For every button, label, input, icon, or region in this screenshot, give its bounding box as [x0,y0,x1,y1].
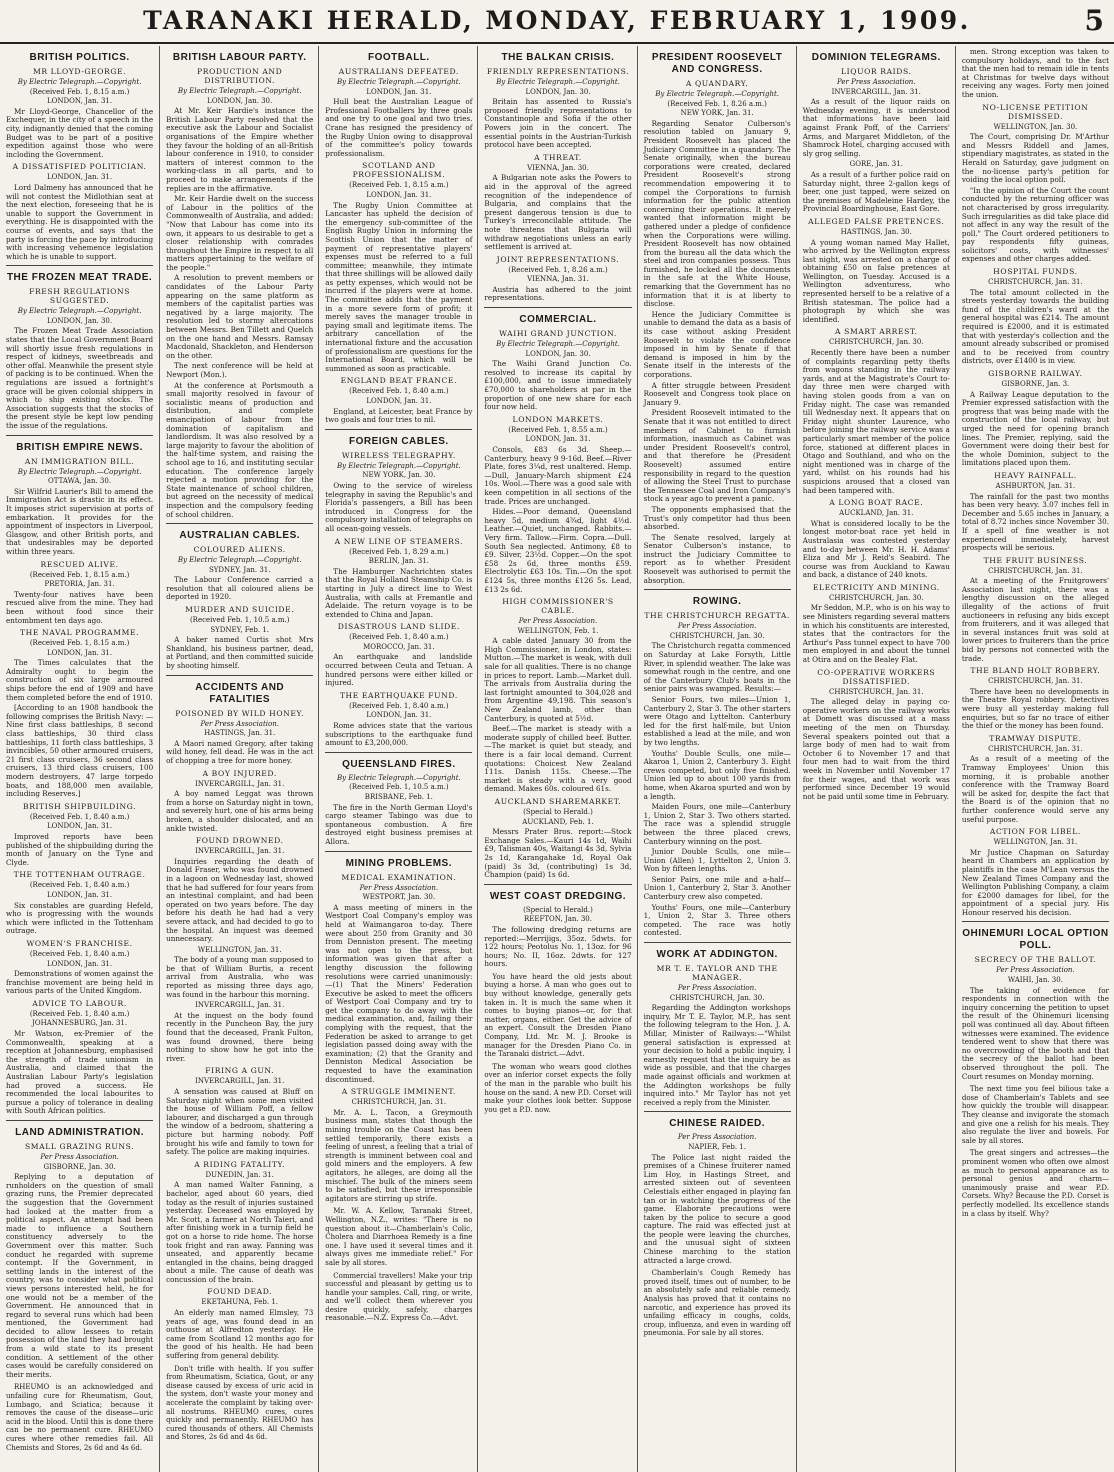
paragraph: A Bulgarian note asks the Powers to aid in the approval of the agreed recognition of the independence of Bulgaria, and complains that the present dangerous tension is due to Turkey's irreconcilable attitude. The note threatens that Bulgaria will withdraw negotiations unless an early settlement is arrived at. [484,173,632,252]
dateline: INVERCARGILL, Jan. 31. [831,87,921,96]
dateline: LONDON, Jan. 31. [47,890,113,899]
byline: By Electric Telegraph.—Copyright. [17,467,142,476]
subheading: WAIHI GRAND JUNCTION. [499,329,617,339]
subheading: FOUND DROWNED. [195,836,284,846]
paragraph: The taking of evidence for respondents in connection with the inquiry concerning the petition to upset the result of the Ohinemuri licensing poll was continued all day. About fifteen witnesses were examined. The evidence tendered went to show that there was no overcrowding of the booth and that the secrecy of the ballot had been observed throughout the poll. The Court resumes on Monday morning. [961,985,1109,1081]
column-rule [484,307,631,308]
paragraph: Demonstrations of women against the franchise movement are being held in various parts of the United Kingdom. [6,969,154,996]
byline: By Electric Telegraph.—Copyright. [655,90,780,98]
dateline: CHRISTCHURCH, Jan. 30. [669,993,765,1002]
paragraph: Mr. A. L. Tacon, a Greymouth business man, states that though the mining trouble on the Coast has been settled temporarily, there exists a feeling of unrest, a feeling that a trial of strength is imminent between coal and gold miners and the employers. A few agitators, he alleges, are doing all the mischief. The bulk of the miners seem to be satisfied, but these irresponsible agitators are stirring up strife. [325,1107,473,1203]
subheading: FIRING A GUN. [205,1066,275,1076]
column-5 [637,46,797,1472]
section-heading: BRITISH EMPIRE NEWS. [16,441,143,453]
subheading: A THREAT. [534,152,582,162]
paragraph: Beef.—The market is steady with a moderate supply of chilled beef. Butter.—The market is quiet but steady, and there is a fair local demand. Current quotations: Choicest New Zealand 111s. Danish 115s. Cheese.—The market is steady with a very good demand. Makes 60s. coloured 61s. [484,724,632,794]
subheading: ACTION FOR LIBEL. [989,827,1081,837]
dateline: HASTINGS, Jan. 31. [204,729,276,738]
paragraph: Improved reports have been published of the shipbuilding during the month of January on the Tyne and Clyde. [6,831,154,867]
paragraph: An elderly man named Elmsley, 73 years of age, was found dead in an outhouse at Alfredton yesterday. He came from Scotland 12 months ago for the good of his health. He had been suffering from general debility. [166,1308,314,1361]
paragraph: At the conference at Portsmouth a small majority resolved in favour of socialistic means of production and distribution, and complete emancipation of labour from the domination of capitalism and landlordism. It was also resolved by a large majority to favour the abolition of the half-time system, and raising the school age to 16, and instituting secular education. The conference largely rejected a motion providing for the State maintenance of school children, but agreed on the necessity of medical inspection and the compulsory feeding of school children. [166,380,314,519]
section-heading: CHINESE RAIDED. [669,1118,766,1130]
paragraph: As a result of the liquor raids on Wednesday evening, it is understood that informations have been laid against Frank Poff, of the Carriers' Arms, and Margaret Middleton, of the Shamrock Hotel, charging accused with sly grog selling. [802,97,950,158]
paragraph: Junior Double Sculls, one mile—Union (Allen) 1, Lyttelton 2, Union 3. Won by fifteen lengths. [643,847,791,874]
subheading: AUSTRALIANS DEFEATED. [338,67,459,76]
section-heading: PRESIDENT ROOSEVELT AND CONGRESS. [651,52,783,75]
column-content [956,48,1114,1218]
dateline: ASHBURTON, Jan. 31. [995,481,1076,490]
paragraph: Messrs Prater Bros. report:—Stock Exchange Sales.—Kauri 14s 1d, Waihi £9, Talisman 40s, Waitangi 4s 3d, Sylvia 2s 1d, Karangahake 1d, Royal Oak (paid) 3s 3d, (contributing) 1s 3d, Champion (paid) 1s 6d. [484,827,632,880]
dateline: (Received Feb. 1, 8.40 a.m.) [29,1009,130,1018]
dateline: CHRISTCHURCH, Jan. 31. [988,278,1083,287]
dateline: CHRISTCHURCH, Jan. 31. [988,566,1083,575]
paragraph: England, at Leicester, beat France by two goals and four tries to nil. [325,406,473,425]
dateline: (Received Feb. 1, 8.40 a.m.) [349,633,449,642]
subheading: THE TOTTENHAM OUTRAGE. [13,870,146,880]
subheading: A STRUGGLE IMMINENT. [341,1087,456,1097]
subheading: A SMART ARREST. [835,327,918,337]
paragraph: The Times calculates that the Admiralty ought to begin the construction of six large armoured ships before the end of 1909 and have them completed before the end of 1910. [6,658,154,702]
paragraph: Mr Justice Chapman on Saturday heard in Chambers an application by plaintiffs in the case M'Lean versus the New Zealand Times Company and the Wellington Publishing Company, a claim for £2000 damages for libel, for the appointment of a special jury. His Honour reserved his decision. [961,847,1109,917]
paragraph: A man named Walter Fanning, a bachelor, aged about 60 years, died today as the result of injuries sustained yesterday. Deceased was employed by Mr. Scott, a farmer at North Taieri, and after finishing work in a turnip field he got on a horse to ride home. The horse took fright and ran away. Fanning was unseated, and apparently became entangled in the chains, being dragged about a mile. The cause of death was concussion of the brain. [166,1180,314,1284]
subheading: ADVICE TO LABOUR. [32,998,127,1008]
subheading: A RIDING FATALITY. [194,1159,286,1169]
dateline: (Received Feb. 1, 8.15 a.m.) [29,570,130,579]
dateline: INVERCARGILL, Jan. 31. [195,847,285,856]
advertisement: RHEUMO is an acknowledged and unfailing cure for Rheumatism, Gout, Lumbago, and Sciatica; because it removes the cause of the disease—uric acid in the blood. Until this is done there can be no permanent cure. RHEUMO cures where other remedies fail. All Chemists and Stores, 2s 6d and 4s 6d. [6,1383,154,1452]
dateline: (Received Feb. 1, 8.40 a.m.) [349,387,449,396]
dateline: BERLIN, Jan. 31. [368,557,429,566]
column-2 [159,46,319,1472]
dateline: AUCKLAND, Feb. 1. [522,817,594,826]
paragraph: The total amount collected in the streets yesterday towards the building fund of the children's ward at the general hospital was £214. The amount required is £2000, and it is estimated that with yesterday's collection and the amount already subscribed or promised and to be received from country districts, over £1400 is in view. [961,287,1109,366]
dateline: WESTPORT, Jan. 30. [362,893,436,902]
paragraph: Hides.—Poor demand, Queensland heavy 5d, medium 4¾d, light 4½d. Leather.—Quiet, unchanged. Rabbits.—Very firm. Tallow.—Firm. Copra.—Dull. South Sea neglected. Antimony, £8 to £9. Silver, 23½d. Copper.—On the spot £58 2s 6d, three months £59. Electrolytic £63 10s. Tin.—On the spot £124 5s, three months £126 5s. Lead, £13 2s 6d. [484,507,632,594]
paragraph: The Waihi Grand Junction Co. resolved to increase its capital by £100,000, and to issue immediately £70,000 to shareholders at par in the proportion of one new share for each four now held. [484,359,632,412]
dateline: (Received Feb. 1, 8.55 a.m.) [508,425,608,434]
paragraph: The following dredging returns are reported:—Merrijigs, 35oz. 5dwts. for 122 hours; Peotolus No. 1, 13oz. for 96 hours; No. II, 16oz. 2dwts. for 127 hours. [484,924,632,969]
dateline: GISBORNE, Jan. 30. [43,1162,116,1171]
byline: Per Press Association. [677,622,757,631]
subheading: THE FRUIT BUSINESS. [983,555,1088,565]
dateline: (Received Feb. 1, 8.26 a.m.) [667,99,767,108]
page-number: 5 [1084,4,1104,37]
advertisement: You have heard the old jests about buying a horse. A man who goes out to buy without knowledge, generally gets taken in. It is much the same when it comes to buying pianos—or, for that matter, organs, either. Get the advice of an expert. Consult the Dresden Piano Company, Ltd. Mr. M. J. Brooke is manager for the Dresden Piano Co. in the Taranaki district.—Advt. [484,972,632,1059]
column-rule [325,752,472,753]
dateline: SYDNEY, Jan. 31. [208,565,271,574]
dateline: CHRISTCHURCH, Jan. 30. [828,593,924,602]
section-heading: ACCIDENTS AND FATALITIES [195,681,285,705]
dateline: INVERCARGILL, Jan. 31. [195,1001,285,1010]
dateline: VIENNA, Jan. 30. [527,163,589,172]
paragraph: A Maori named Gregory, after taking wild honey, fell dead. He was in the act of chopping a tree for more honey. [166,738,314,765]
column-content [0,52,159,1452]
dateline: MOROCCO, Jan. 31. [363,642,435,651]
dateline: (Received Feb. 1, 8.40 a.m.) [349,701,449,710]
advertisement: The next time you feel bilious take a dose of Chamberlain's Tablets and see how quickly the trouble will disappear. They cleanse and invigorate the stomach and give one a relish for his meals. They also regulate the liver and bowels. For sale by all stores. [961,1085,1109,1145]
dateline: CHRISTCHURCH, Jan. 31. [351,1098,447,1107]
paragraph: A cable dated January 30 from the High Commissioner, in London, states: Mutton.—The market is weak, with dull sale for all qualities. There is no change in prices to report. Lamb.—Market dull. The arrivals from Australia during the last fortnight amounted to 304,028 and from Argentine 49,198. This season's New Zealand lamb, other than Canterbury, is quoted at 5½d. [484,636,632,723]
paragraph: The alleged delay in paying co-operative workers on the railway works at Domett was discussed at a mass meeting of the men on Thursday. Several speakers pointed out that a large body of men had to wait from October 6 to November 17 and that four men had to wait from the third week in November until November 17 for their wages, and that work was performed since December 19 would not be paid until some time in February. [802,697,950,801]
paragraph: At a meeting of the Fruitgrowers' Association last night, there was a lengthy discussion on the alleged illegality of the actions of fruit auctioneers in refusing any bids except from fruiterers, and it was alleged that in several instances fruit was sold at lower prices to fruiterers than the price bid by persons not connected with the trade. [961,576,1109,663]
paragraph: A mass meeting of miners in the Westport Coal Company's employ was held at Waimangaroa to-day. There were about 250 from Granity and 30 from Denniston present. The meeting was not open to the press, but information was given that after a lengthy discussion the following resolutions were carried unanimously:—(1) That the Miners' Federation Executive be asked to meet the officers of Westport Coal Company and try to get the company to do away with the medical examination, and, failing their complying with the request, that the Federation be asked to arrange to get legislation passed doing away with the examination; (2) that the Granity and Denniston Medical Association be requested to have the examination discontinued. [325,902,473,1084]
subheading: HOSPITAL FUNDS. [993,267,1078,277]
byline: Per Press Association. [996,966,1075,975]
paragraph: Hence the Judiciary Committee is unable to demand the data as a basis of its case without asking President Roosevelt to violate the confidence imposed in him by Senate if that demand is imposed in him by the Senate itself in the interests of the corporations. [643,309,791,379]
subheading: MURDER AND SUICIDE. [185,605,295,615]
paragraph: The fire in the North German Lloyd's cargo steamer Tabingo was due to spontaneous combustion. A fire destroyed eight business premises at Allora. [325,802,473,846]
subheading: COLOURED ALIENS. [193,545,286,555]
subheading: SCOTLAND AND PROFESSIONALISM. [352,161,446,180]
subheading: LIQUOR RAIDS. [841,67,912,76]
dateline: LONDON, Jan. 30. [47,316,113,325]
section-heading: MINING PROBLEMS. [345,857,453,869]
paragraph: Regarding Senator Culberson's resolution tabled on January 9, President Roosevelt has placed the Judiciary Committee in a quandary. The Senate originally, when the bureau corporations were created, declared President Roosevelt's strong recommendation empowering it to compel the Corporations to furnish information for the public attention concerning their operations. It merely wanted that information might be gathered under a pledge of confidence when the Corporations were willing. President Roosevelt has now obtained from the bureau all the data which the steel and iron companies possess. Thus furnished, he locked all the documents in the safe at the White House, remarking that the Government has no information that it is at liberty to disclose. [643,118,791,309]
column-rule [484,884,631,885]
paragraph: Maiden Fours, one mile—Canterbury 1, Union 2, Star 3. Two others started. The race was a splendid struggle between the three placed crews, Canterbury winning on the post. [643,802,791,846]
dateline: DUNEDIN, Jan. 31. [205,1170,274,1179]
dateline: WELLINGTON, Jan. 30. [993,122,1078,131]
paragraph: Replying to a deputation of runholders on the question of small grazing runs, the Premier deprecated the suggestion that the Government had looked at the matter from a political aspect. An attempt had been made to influence a Southern constituency adversely to the Government over this matter. Such conduct he regarded with supreme contempt. If the Government, in settling lands in the interest of the country, was to consider what political views persons interested held, he for one would not be a member of the Government. He announced that in regard to several runs which had been mentioned, the Government had decided to allow lessees to retain possession of the land they had brought from a wild state to its present condition. A settlement of the other cases would be carefully considered on their merits. [6,1172,154,1379]
subheading: A QUANDARY. [685,79,749,88]
dateline: LONDON, Jan. 31. [366,190,432,199]
masthead [0,0,1114,44]
advertisement: Don't trifle with health. If you suffer from Rheumatism, Sciatica, Gout, or any disease caused by excess of uric acid in the system, don't waste your money and accelerate the complaint by taking over-all nostrums. RHEUMO cures, cures quickly and permanently. RHEUMO has cured thousands of others. All Chemists and Stores, 2s 6d and 4s 6d. [166,1364,314,1442]
dateline: LONDON, Jan. 31. [47,97,113,106]
subheading: TRAMWAY DISPUTE. [989,733,1082,743]
column-6 [796,46,956,1472]
subheading: WIRELESS TELEGRAPHY. [341,450,456,460]
section-heading: BRITISH POLITICS. [29,52,130,63]
paragraph: The Frozen Meat Trade Association states that the Local Government Board will shortly issue fresh regulations in respect of kidneys, sweetbreads and other offal. Meanwhile the present style of packing is to be continued. When the regulations are issued a fortnight's grace will be given colonial shippers in which to ship existing stocks. The Association suggests that the stocks of the present style be kept low pending the issue of the regulations. [6,326,154,430]
subheading: CO-OPERATIVE WORKERS DISSATISFIED. [817,667,936,686]
section-heading: THE FROZEN MEAT TRADE. [6,272,153,284]
column-4 [477,46,637,1472]
subheading: NO-LICENSE PETITION DISMISSED. [982,102,1089,121]
subheading: AN IMMIGRATION BILL. [24,456,135,466]
dateline: REEFTON, Jan. 30. [524,915,592,924]
paragraph: The body of a young man supposed to be that of William Burtis, a recent arrival from Australia, who was reported as missing three days ago, was found in the harbour this morning. [166,955,314,999]
paragraph: A Railway League deputation to the Premier expressed satisfaction with the progress that was being made with the construction of the local railway, but urged the need for opening branch lines. The Premier, replying, said the Government were doing their best for the whole Dominion, subject to the limitations placed upon them. [961,389,1109,468]
paragraph: [According to an 1908 handbook the following comprises the British Navy: —Nine first class battleships, 8 second class battleships, 30 third class battleships, 11 forth class battleships, 3 invincibles, 50 other armoured cruisers, 21 first class cruisers, 36 second class cruisers, 13 third class cruisers, 100 modern destroyers, 47 large torpedo boats, and 188,000 men available, including Reserves.] [6,703,154,799]
paragraph: A boy named Leggat was thrown from a horse on Saturday night in town, and severely hurt, one of his arms being broken, a shoulder dislocated, and an ankle twisted. [166,789,314,833]
byline: Per Press Association. [677,984,757,993]
dateline: (Received Feb. 1, 8.40 a.m.) [29,881,130,890]
paragraph: An earthquake and landslide occurred between Ceuta and Tetuan. A hundred persons were either killed or injured. [325,652,473,688]
column-rule [644,942,791,943]
dateline: WAIHI, Jan. 30. [1007,976,1063,985]
column-rule [6,435,153,436]
paragraph: Mr Seddon, M.P., who is on his way to see Ministers regarding several matters in which his constituents are interested, states that the contractors for the Arthur's Pass tunnel expect to have 700 men employed in and about the tunnel at Otira and on the Bealey Flat. [802,603,950,665]
dateline: LONDON, Jan. 31. [366,711,432,720]
paragraph: Hull beat the Australian League of Professional Footballers by three goals and one try to one goal and two tries. Crane has resigned the presidency of the Rugby Union owing to disapproval of the committee's policy towards professionalism. [325,97,473,158]
subheading: HEAVY RAINFALL. [994,470,1077,480]
dateline: WELLINGTON, Feb. 1. [517,626,599,635]
paragraph: The Senate resolved, largely at Senator Culberson's instance, to instruct the Judiciary Committee to report as to whether President Roosevelt was authorised to permit the absorption. [643,532,791,585]
subheading: A NEW LINE OF STEAMERS. [334,536,464,546]
advertisement: Chamberlain's Cough Remedy has proved itself, times out of number, to be an absolutely safe and reliable remedy. Analysis has proved that it contains no narcotic, and experience has proved its unfailing efficacy in coughs, colds, croup, influenza, and even in warding off pneumonia. For sale by all stores. [643,1269,791,1338]
paragraph: The Hamburger Nachrichten states that the Royal Holland Steamship Co. is starting in July a direct line to West Australia, with calls at Fremantle and Adelaide. The return voyage is to be extended to China and Japan. [325,566,473,619]
dateline: (Received Feb. 1, 8.26 a.m.) [508,265,608,274]
byline: By Electric Telegraph.—Copyright. [336,461,461,470]
dateline: LONDON, Jan. 30. [525,349,591,358]
column-rule [166,675,313,676]
dateline: (Received Feb. 1, 10.5 a.m.) [349,783,449,792]
column-rule [6,1120,153,1121]
paragraph: At Mr. Keir Hardie's instance the British Labour Party resolved that the executive ask the Labour and Socialist organisations of the Empire whether they favour the holding of an all-British labour conference in 1910, to consider matters of interest common to the working-class in all parts, and to proceed to make arrangements if the replies are in the affirmative. [166,106,314,193]
column-content [478,52,637,1114]
dateline: LONDON, Jan. 31. [47,959,113,968]
column-rule [325,851,472,852]
dateline: CHRISTCHURCH, Jan. 31. [988,744,1083,753]
paragraph: "In the opinion of the Court the count conducted by the returning officer was not characterised by gross irregularity. Such irregularities as did take place did not affect in any way the result of the poll." The Court ordered petitioners to pay respondents fifty guineas, solicitors' costs, with witnesses' expenses and other charges added. [961,185,1109,264]
dateline: (Received Feb. 1, 8.15 a.m.) [29,639,130,648]
subheading: ELECTRICITY AND MINING. [812,582,940,592]
subheading: A BOY INJURED. [202,768,277,778]
paragraph: The Labour Conference carried a resolution that all coloured aliens be deported in 1920. [166,575,314,602]
dateline: OTTAWA, Jan. 30. [48,477,112,486]
paragraph: Sir Wilfrid Laurier's Bill to amend the Immigration Act is drastic in its effect. It imposes strict supervision at ports of embarkation. It provides for the appointment of inspectors in Liverpool, Glasgow, and other British ports, and that undesirables may be deported within three years. [6,486,154,556]
byline: Per Press Association. [518,617,598,626]
dateline: LONDON, Jan. 31. [366,87,432,96]
advertisement: The woman who wears good clothes over an inferior corset expects the folly of the man in the parable who built his house on the sand. A new P.D. Corset will make your clothes look better. Suppose you get a P.D. now. [484,1062,632,1114]
column-content [638,52,797,1338]
paragraph: As a result of a further police raid on Saturday night, three 2-gallon kegs of beer, one just tapped, were seized on the premises of Madeleine Hardey, the Provincial Boardinghouse, East Gore. [802,169,950,214]
dateline: GISBORNE, Jan. 3. [1001,380,1070,388]
byline: By Electric Telegraph.—Copyright. [17,307,142,316]
subheading: PRODUCTION AND DISTRIBUTION. [197,67,283,85]
paragraph: The next conference will be held at Newport (Mon.). [166,361,314,379]
paragraph: Rome advices state that the various subscriptions to the earthquake fund amount to £3,200,000. [325,721,473,748]
dateline: (Received Feb. 1, 8.40 a.m.) [29,812,130,821]
column-rule [644,1111,791,1112]
dateline: LONDON, Jan. 31. [366,397,432,405]
dateline: BRISBANE, Feb. 1. [364,793,433,801]
section-heading: QUEENSLAND FIRES. [342,758,456,770]
subheading: JOINT REPRESENTATIONS. [496,254,620,264]
columns-area [0,46,1114,1472]
column-rule [166,523,313,524]
subheading: MEDICAL EXAMINATION. [341,872,457,882]
subheading: POISONED BY WILD HONEY. [175,708,305,718]
paragraph: Lord Dalmeny has announced that he will not contest the Midlothian seat at the next election, foreseeing that he is unable to support the Government in everything. He is disappointed with the course of events, and says that the party is forcing the pace by introducing with increasing vehemence legislation which he is unable to support. [6,182,154,261]
dateline: EKETAHUNA, Feb. 1. [201,1298,279,1307]
column-1 [0,46,159,1472]
subheading: ALLEGED FALSE PRETENCES. [808,216,945,226]
subheading: THE EARTHQUAKE FUND. [339,690,458,700]
column-3 [318,46,478,1472]
section-heading: AUSTRALIAN CABLES. [179,530,301,542]
paragraph: Senior Fours, two miles—Union 1, Canterbury 2, Star 3. The other starters were Otago and Lyttelton. Canterbury led for the first half-mile, but Union established a lead at the mile, and won by two lengths. [643,695,791,747]
subheading: RESCUED ALIVE. [40,559,119,569]
paragraph: Owing to the service of wireless telegraphy in saving the Republic's and Florida's passengers, a Bill has been introduced in Congress for the compulsory installation of telegraphs on all ocean-going vessels. [325,480,473,533]
byline: By Electric Telegraph.—Copyright. [496,340,620,349]
subheading: WOMEN'S FRANCHISE. [26,938,133,948]
dateline: (Received Feb. 1, 8.29 a.m.) [349,547,449,556]
paragraph: Mr Lloyd-George, Chancellor of the Exchequer, in the city of a speech in the city, indignantly denied that the coming Budget was to be part of a positive expedition against those who were incloding the Government. [6,106,154,159]
dateline: LONDON, Jan. 30. [525,87,591,96]
paragraph: President Roosevelt intimated to the Senate that it was not entitled to direct members of Cabinet to furnish information, inasmuch as Cabinet was under President Roosevelt's control, and that therefore he (President Roosevelt) assumed entire responsibility in regard to the question of allowing the Steel Trust to purchase the Tennessee Coal and Iron Company's stock a year ago to prevent a panic. [643,408,791,504]
paragraph: Inquiries regarding the death of Donald Fraser, who was found drowned in a lagoon on Wednesday last, showed that he had suffered for four years from an intestinal complaint, and had been operated on two years before. The day before his death he had had a very severe attack, and had decided to go to the hospital. An inquest was deemed unnecessary. [166,856,314,944]
paragraph: A resolution to prevent members or candidates of the Labour Party appearing on the same platform as members of the capitalist parties was negatived by a large majority. The resolution led to stormy altercations between Messrs. Ben Tillett and Quelch on the one hand and Messrs. Ramsay Macdonald, Shackleton, and Henderson on the other. [166,273,314,360]
dateline: (Special to Herald.) [523,905,593,914]
advertisement: The great singers and actresses—the prominent women who often owe almost as much to personal appearance as to personal genius and charm—unanimously praise and wear P.D. Corsets. Why? Because the P.D. Corset is perfectly modelled. Its excellence stands in a class by itself. Why? [961,1149,1109,1218]
dateline: INVERCARGILL, Jan. 31. [195,779,285,788]
paragraph: Mr Watson, ex-Premier of the Commonwealth, speaking at a reception at Johannesburg, emphasised the strength of trade unionism in Australia, and claimed that the Australian Labour Party's legislation had proved a success. He recommended the local labourites to pursue a policy of tolerance in dealing with South African politics. [6,1029,154,1116]
section-heading: LAND ADMINISTRATION. [15,1127,145,1138]
column-rule [6,265,153,266]
byline: Per Press Association. [359,883,439,892]
paragraph: Six constables are guarding Hefeld, who is progressing with the wounds which were inflicted in the Tottenham outrage. [6,900,154,936]
byline: Per Press Association. [200,719,279,728]
dateline: INVERCARGILL, Jan. 31. [195,1077,285,1086]
paragraph: A baker named Curtis shot Mrs Shankland, his business partner, dead, at Portland, and then committed suicide by shooting himself. [166,635,314,671]
advertisement: Commercial travellers! Make your trip successful and pleasant by getting us to handle your samples. Call, ring, or write, and we'll collect them wherever you desire quickly, safely, charges reasonable.—N.Z. Express Co.—Advt. [325,1271,473,1323]
paragraph: Mr. Keir Hardie dwelt on the success of Labour in the politics of the Commonwealth of Australia, and added: "Now that Labour has come into its own, it appears to us desirable to get a closer relationship with comrades throughout the Empire in respect to all matters appertaining to the welfare of the people." [166,194,314,272]
masthead-title: TARANAKI HERALD, MONDAY, FEBRUARY 1, 1909. [143,6,971,35]
dateline: LONDON, Jan. 30. [207,96,273,105]
paragraph: At the inquest on the body found recently in the Puncheon Bay, the jury found that the deceased, Frank Fulton, was found drowned, there being nothing to show how he got into the river. [166,1010,314,1063]
dateline: AUCKLAND, Jan. 31. [839,509,914,518]
paragraph: Youths' Double Sculls, one mile—Akaroa 1, Union 2, Canterbury 3. Eight crews competed, but only five finished. Union led up to about 100 yards from home, when Akaroa spurted and won by a length. [643,748,791,801]
paragraph: Britain has assented to Russia's proposed friendly representations to Constantinople and Sofia if the other Powers join in the concert. The essential points in the Austrian-Turkish protocol have been accepted. [484,97,632,150]
dateline: LONDON, Jan. 31. [525,435,591,444]
subheading: THE BLAND HOLT ROBBERY. [970,666,1101,676]
section-heading: FOREIGN CABLES. [348,435,449,447]
subheading: FRESH REGULATIONS SUGGESTED. [29,287,131,306]
column-rule [962,921,1109,922]
paragraph: Senior Pairs, one mile and a-half—Union 1, Canterbury 2, Star 3. Another Canterbury crew also competed. [643,874,791,902]
paragraph: There have been no developments in the Theatre Royal robbery. Detectives were busy all yesterday making full enquiries, but so far no trace of either the thief or the money has been found. [961,686,1109,731]
dateline: NEW YORK, Jan. 30. [362,471,436,480]
byline: By Electric Telegraph.—Copyright. [177,87,302,95]
subheading: AUCKLAND SHAREMARKET. [494,796,622,806]
subheading: LONDON MARKETS. [512,414,604,424]
paragraph: Consols, £83 6s 3d. Sheep.—Canterbury, heavy 9 9-16d. Beef.—River Plate, fores 3¼d, rest unaltered. Hemp.—Dull, January-March shipment £24 10s. Wool.—There was a good sale with keen competition in all sections of the trade. Prices are unchanged. [484,445,632,506]
section-heading: WORK AT ADDINGTON. [656,949,778,961]
dateline: WELLINGTON, Jan. 31. [993,838,1078,847]
paragraph: Recently there have been a number of complaints regarding petty thefts from wagons standing in the railway yards, and at the Magistrate's Court to-day three men were charged with having stolen goods from a van on Friday night. The case was remanded till Wednesday next. It appears that on Friday night shunter Laurence, who before joining the railway service was a particularly smart member of the police force, stationed at different places in Otago and Southland, and who on the night mentioned was in charge of the yard, whilst on his rounds had his suspicions aroused that a closed van had been tampered with. [802,348,950,495]
dateline: CHRISTCHURCH, Jan. 31. [988,677,1083,686]
dateline: JOHANNESBURG, Jan. 31. [32,1019,128,1028]
subheading: THE CHRISTCHURCH REGATTA. [644,611,790,621]
subheading: A DISSATISFIED POLITICIAN. [12,162,147,172]
column-content [160,52,319,1442]
dateline: LONDON, Jan. 31. [47,173,113,182]
section-heading: FOOTBALL. [367,52,430,63]
byline: By Electric Telegraph.—Copyright. [177,556,302,565]
dateline: (Received Feb. 1, 8.15 a.m.) [349,181,449,190]
subheading: BRITISH SHIPBUILDING. [23,801,137,811]
paragraph: A sensation was caused at Bluff on Saturday night when some men visited the house of William Poff, a fellow labourer, and discharged a gun through the window of a bedroom, shattering a picture but harming nobody. Poff brought his wife and family to town for safety. The police are making inquiries. [166,1087,314,1157]
paragraph: As a result of a meeting of the Tramway Employees' Union this morning, it is probable another conference with the Tramway Board will be asked for, despite the fact that the Board is of the opinion that no further conference would serve any useful purpose. [961,754,1109,824]
subheading: HIGH COMMISSIONER'S CABLE. [502,597,614,616]
dateline: (Received Feb. 1, 10.5 a.m.) [189,616,290,625]
dateline: WELLINGTON, Jan. 31. [197,945,282,954]
section-heading: OHINEMURI LOCAL OPTION POLL. [962,928,1109,952]
subheading: SMALL GRAZING RUNS. [25,1142,135,1151]
section-heading: BRITISH LABOUR PARTY. [172,52,307,63]
dateline: CHRISTCHURCH, Jan. 31. [828,687,924,696]
subheading: FRIENDLY REPRESENTATIONS. [486,67,630,76]
subheading: A LONG BOAT RACE. [829,498,924,508]
paragraph: The rainfall for the past two months has been very heavy. 3.07 inches fell in December and 5.65 inches in January, a total of 8.72 inches since November 30. If a spell of fine weather is not experienced immediately, harvest prospects will be serious. [961,491,1109,553]
paragraph: Regarding the Addington workshops inquiry, Mr T. E. Taylor, M.P., has sent the following telegram to the Hon. J. A. Millar, Minister of Railways:—"Whilst general satisfaction is expressed at your decision to hold a public inquiry, I earnestly request that the inquiry be as wide as possible, and that the charges made against officials and workmen at the Addington workshops be fully inquired into." Mr Taylor has not yet received a reply from the Minister. [643,1003,791,1107]
dateline: HASTINGS, Jan. 30. [840,227,912,236]
column-7 [955,46,1114,1472]
section-heading: ROWING. [692,596,742,608]
section-heading: DOMINION TELEGRAMS. [811,52,941,63]
paragraph: The opponents emphasised that the Trust's only competitor had thus been absorbed. [643,504,791,532]
paragraph: The Rugby Union Committee at Lancaster has upheld the decision of the emergency sub-committee of the English Rugby Union in informing the Scottish Union that the matter of payment of representative players' expenses must be referred to a full committee; meanwhile, they intimate that three shillings will be allowed daily as petty expenses, which would not be incurred if the players were at home. The committee adds that the payment in a more severe form of profit; it merely saves the manager trouble in paying small and legitimate items. The arbitrary cancellation of the international fixture and the accusation of professionalism are questions for the International Board, which will be summoned as soon as practicable. [325,200,473,373]
column-content [797,52,956,801]
paragraph: The Christchurch regatta commenced on Saturday at Lake Forsyth, Little River, in splendid weather. The lake was somewhat rough in the centre, and one of the Canterbury Club's boats in the senior pairs was swamped. Results:— [643,641,791,694]
column-rule [325,429,472,430]
dateline: (Special to Herald.) [523,807,593,816]
subheading: DISASTROUS LAND SLIDE. [337,622,460,632]
dateline: PRETORIA, Jan. 31. [44,580,115,589]
subheading: ENGLAND BEAT FRANCE. [340,376,458,386]
byline: By Electric Telegraph.—Copyright. [496,78,620,86]
byline: Per Press Association. [40,1153,119,1161]
dateline: SYDNEY, Feb. 1. [210,625,270,634]
dateline: GORE, Jan. 31. [849,160,903,169]
dateline: CHRISTCHURCH, Jan. 30. [669,631,765,640]
byline: By Electric Telegraph.—Copyright. [336,78,461,86]
paragraph: Twenty-four natives have been rescued alive from the mine. They had been without food since their entombment ten days ago. [6,589,154,625]
column-rule [644,589,791,590]
byline: Per Press Association. [837,78,916,86]
paragraph: men. Strong exception was taken to compulsory holidays, and to the fact that the men had to remain idle in tents at Christmas for twelve days without receiving any wages. Forty men joined the union. [961,47,1109,99]
subheading: FOUND DEAD. [207,1287,273,1297]
subheading: MR T. E. TAYLOR AND THE MANAGER. [656,964,778,983]
paragraph: What is considered locally to be the longest motor-boat race yet held in Australasia was contested yesterday and to-day between Mr. H. H. Adams' Eliza and Mr J. Reid's Seabird. The course was from Auckland to Kawau and back, a distance of 240 knots. [802,518,950,580]
paragraph: A fitter struggle between President Roosevelt and Congress took place on January 9. [643,380,791,407]
byline: By Electric Telegraph.—Copyright. [336,773,461,782]
column-content [319,52,478,1323]
dateline: LONDON, Jan. 31. [47,822,113,831]
paragraph: The Police last night raided the premises of a Chinese fruiterer named Lim Hoy, in Hastings Street, and arrested sixteen out of seventeen Celestials either engaged in playing fan tan or in watching the progress of the game. Elaborate precautions were taken by the police to secure a good capture. The raid was effected just at the people were leaving the churches, and the unusual sight of sixteen Chinese marching to the station attracted a large crowd. [643,1152,791,1265]
dateline: NEW YORK, Jan. 31. [680,109,754,118]
subheading: SECRECY OF THE BALLOT. [974,955,1097,965]
byline: Per Press Association. [677,1133,757,1142]
section-heading: COMMERCIAL. [519,314,597,326]
dateline: NAPIER, Feb. 1. [688,1142,746,1151]
dateline: LONDON, Jan. 31. [47,648,113,657]
dateline: VIENNA, Jan. 31. [527,275,589,284]
subheading: GISBORNE RAILWAY. [988,369,1083,378]
subheading: MR LLOYD-GEORGE. [32,67,127,76]
dateline: CHRISTCHURCH, Jan. 30. [828,338,924,347]
byline: By Electric Telegraph.—Copyright. [17,78,142,86]
paragraph: A young woman named May Hallet, who arrived by the Wellington express last night, was arrested on a charge of obtaining £50 on false pretences at Wellington, on Tuesday. Accused is a Wellington adventuress, who represented herself to be a relative of a British statesman. The police had a photograph by which she was identified. [802,237,950,324]
dateline: (Received Feb. 1, 8.40 a.m.) [29,949,130,958]
paragraph: The Court, comprising Dr. M'Arthur and Messrs Riddell and James, stipendiary magistrates, as stated in the Herald on Saturday, gave judgment on the no-license party's petition for voiding the local option poll. [961,132,1109,185]
advertisement: Mr. W. A. Kellow, Taranaki Street, Wellington, N.Z., writes: "There is no question about it—Chamberlain's Colic, Cholera and Diarrhoea Remedy is a fine one. I have used it several times and it always gives me immediate relief." For sale by all stores. [325,1207,473,1267]
dateline: (Received Feb. 1, 8.15 a.m.) [29,87,130,96]
section-heading: WEST COAST DREDGING. [489,890,627,902]
section-heading: THE BALKAN CRISIS. [501,52,615,63]
paragraph: Austria has adhered to the joint representations. [484,284,632,303]
paragraph: Youths' Fours, one mile—Canterbury 1, Union 2, Star 3. Three others competed. The race was hotly contested. [643,902,791,938]
subheading: THE NAVAL PROGRAMME. [20,628,140,638]
